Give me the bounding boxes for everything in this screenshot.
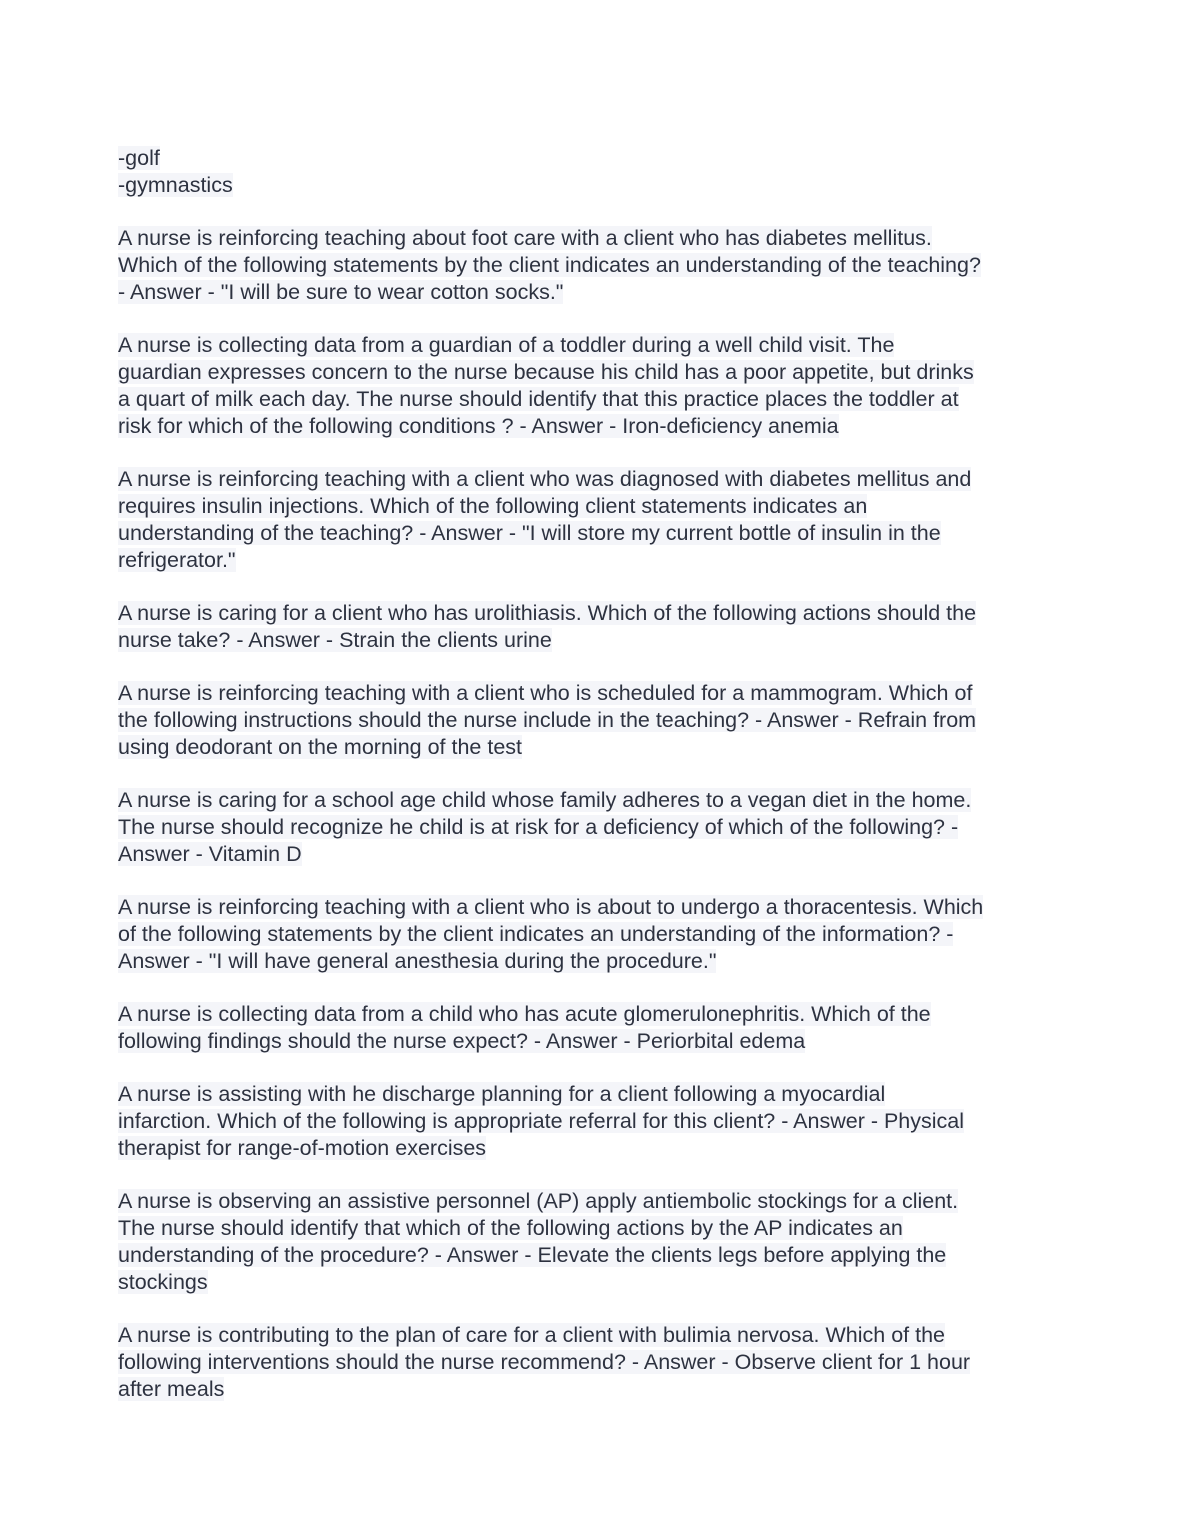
- text-line-content: Which of the following statements by the client indicates an understanding of the teaching?: [118, 253, 981, 277]
- text-line: [118, 841, 1068, 868]
- text-line: [118, 1322, 1068, 1349]
- text-line: [118, 279, 1068, 306]
- document-page: [118, 145, 1068, 1429]
- text-line-content: Answer - "I will have general anesthesia during the procedure.": [118, 949, 717, 973]
- text-line-content: A nurse is reinforcing teaching with a client who was diagnosed with diabetes mellitus and: [118, 467, 972, 491]
- text-line: [118, 520, 1068, 547]
- list-fragment: [118, 145, 1068, 199]
- text-line: [118, 1188, 1068, 1215]
- text-line: [118, 145, 1068, 172]
- text-line: [118, 413, 1068, 440]
- text-line-content: understanding of the teaching? - Answer - "I will store my current bottle of insulin in the: [118, 521, 941, 545]
- text-line-content: using deodorant on the morning of the test: [118, 735, 522, 759]
- text-line-content: A nurse is reinforcing teaching with a client who is about to undergo a thoracentesis. Which: [118, 895, 984, 919]
- text-line-content: A nurse is observing an assistive personnel (AP) apply antiembolic stockings for a client.: [118, 1189, 959, 1213]
- text-line: [118, 921, 1068, 948]
- text-line-content: A nurse is reinforcing teaching about foot care with a client who has diabetes mellitus.: [118, 226, 932, 250]
- text-line-content: nurse take? - Answer - Strain the clients urine: [118, 628, 552, 652]
- text-line: [118, 225, 1068, 252]
- qa-paragraph: [118, 680, 1068, 761]
- qa-paragraph: [118, 1001, 1068, 1055]
- text-line-content: Answer - Vitamin D: [118, 842, 302, 866]
- text-line: [118, 1108, 1068, 1135]
- text-line: [118, 814, 1068, 841]
- text-line-content: The nurse should identify that which of the following actions by the AP indicates an: [118, 1216, 903, 1240]
- text-line-content: - Answer - "I will be sure to wear cotton socks.": [118, 280, 564, 304]
- text-line: [118, 493, 1068, 520]
- text-line: [118, 1001, 1068, 1028]
- text-line: [118, 1349, 1068, 1376]
- text-line: [118, 600, 1068, 627]
- qa-paragraph: [118, 466, 1068, 574]
- text-line-content: requires insulin injections. Which of the following client statements indicates an: [118, 494, 868, 518]
- text-line-content: A nurse is contributing to the plan of care for a client with bulimia nervosa. Which of the: [118, 1323, 945, 1347]
- text-line-content: understanding of the procedure? - Answer - Elevate the clients legs before applying the: [118, 1243, 947, 1267]
- text-line: [118, 332, 1068, 359]
- text-line-content: after meals: [118, 1377, 225, 1401]
- qa-paragraph: [118, 894, 1068, 975]
- text-line-content: A nurse is caring for a school age child whose family adheres to a vegan diet in the home.: [118, 788, 972, 812]
- text-line: [118, 894, 1068, 921]
- text-line: [118, 734, 1068, 761]
- text-line: [118, 680, 1068, 707]
- text-line-content: stockings: [118, 1270, 208, 1294]
- text-line: [118, 172, 1068, 199]
- text-line-content: A nurse is assisting with he discharge planning for a client following a myocardial: [118, 1082, 886, 1106]
- qa-paragraph: [118, 1188, 1068, 1296]
- text-line-content: risk for which of the following conditions ? - Answer - Iron-deficiency anemia: [118, 414, 839, 438]
- text-line: [118, 1269, 1068, 1296]
- text-line: [118, 707, 1068, 734]
- text-line: [118, 627, 1068, 654]
- qa-paragraph: [118, 1081, 1068, 1162]
- text-line: [118, 1135, 1068, 1162]
- text-line-content: refrigerator.": [118, 548, 236, 572]
- qa-paragraph: [118, 1322, 1068, 1403]
- text-line-content: The nurse should recognize he child is at risk for a deficiency of which of the following? -: [118, 815, 959, 839]
- text-line-content: A nurse is collecting data from a child who has acute glomerulonephritis. Which of the: [118, 1002, 931, 1026]
- qa-paragraph: [118, 225, 1068, 306]
- qa-paragraph: [118, 332, 1068, 440]
- text-line: [118, 1028, 1068, 1055]
- text-line: [118, 1376, 1068, 1403]
- text-line-content: guardian expresses concern to the nurse because his child has a poor appetite, but drinks: [118, 360, 974, 384]
- text-line: [118, 386, 1068, 413]
- text-line-content: A nurse is caring for a client who has urolithiasis. Which of the following actions should the: [118, 601, 977, 625]
- text-line: [118, 948, 1068, 975]
- text-line-content: following interventions should the nurse recommend? - Answer - Observe client for 1 hour: [118, 1350, 971, 1374]
- qa-paragraph: [118, 600, 1068, 654]
- text-line-content: infarction. Which of the following is appropriate referral for this client? - Answer - Physical: [118, 1109, 965, 1133]
- text-line: [118, 1242, 1068, 1269]
- text-line-content: following findings should the nurse expect? - Answer - Periorbital edema: [118, 1029, 806, 1053]
- text-line-content: -gymnastics: [118, 173, 233, 197]
- text-line-content: -golf: [118, 146, 160, 170]
- text-line-content: therapist for range-of-motion exercises: [118, 1136, 487, 1160]
- text-line-content: of the following statements by the client indicates an understanding of the information? -: [118, 922, 954, 946]
- text-line: [118, 252, 1068, 279]
- qa-paragraph: [118, 787, 1068, 868]
- text-line: [118, 1081, 1068, 1108]
- text-line: [118, 359, 1068, 386]
- text-line: [118, 547, 1068, 574]
- text-line: [118, 466, 1068, 493]
- text-line-content: A nurse is collecting data from a guardian of a toddler during a well child visit. The: [118, 333, 895, 357]
- text-line: [118, 1215, 1068, 1242]
- text-line-content: a quart of milk each day. The nurse should identify that this practice places the toddler at: [118, 387, 959, 411]
- text-line: [118, 787, 1068, 814]
- text-line-content: the following instructions should the nurse include in the teaching? - Answer - Refrain from: [118, 708, 977, 732]
- text-line-content: A nurse is reinforcing teaching with a client who is scheduled for a mammogram. Which of: [118, 681, 973, 705]
